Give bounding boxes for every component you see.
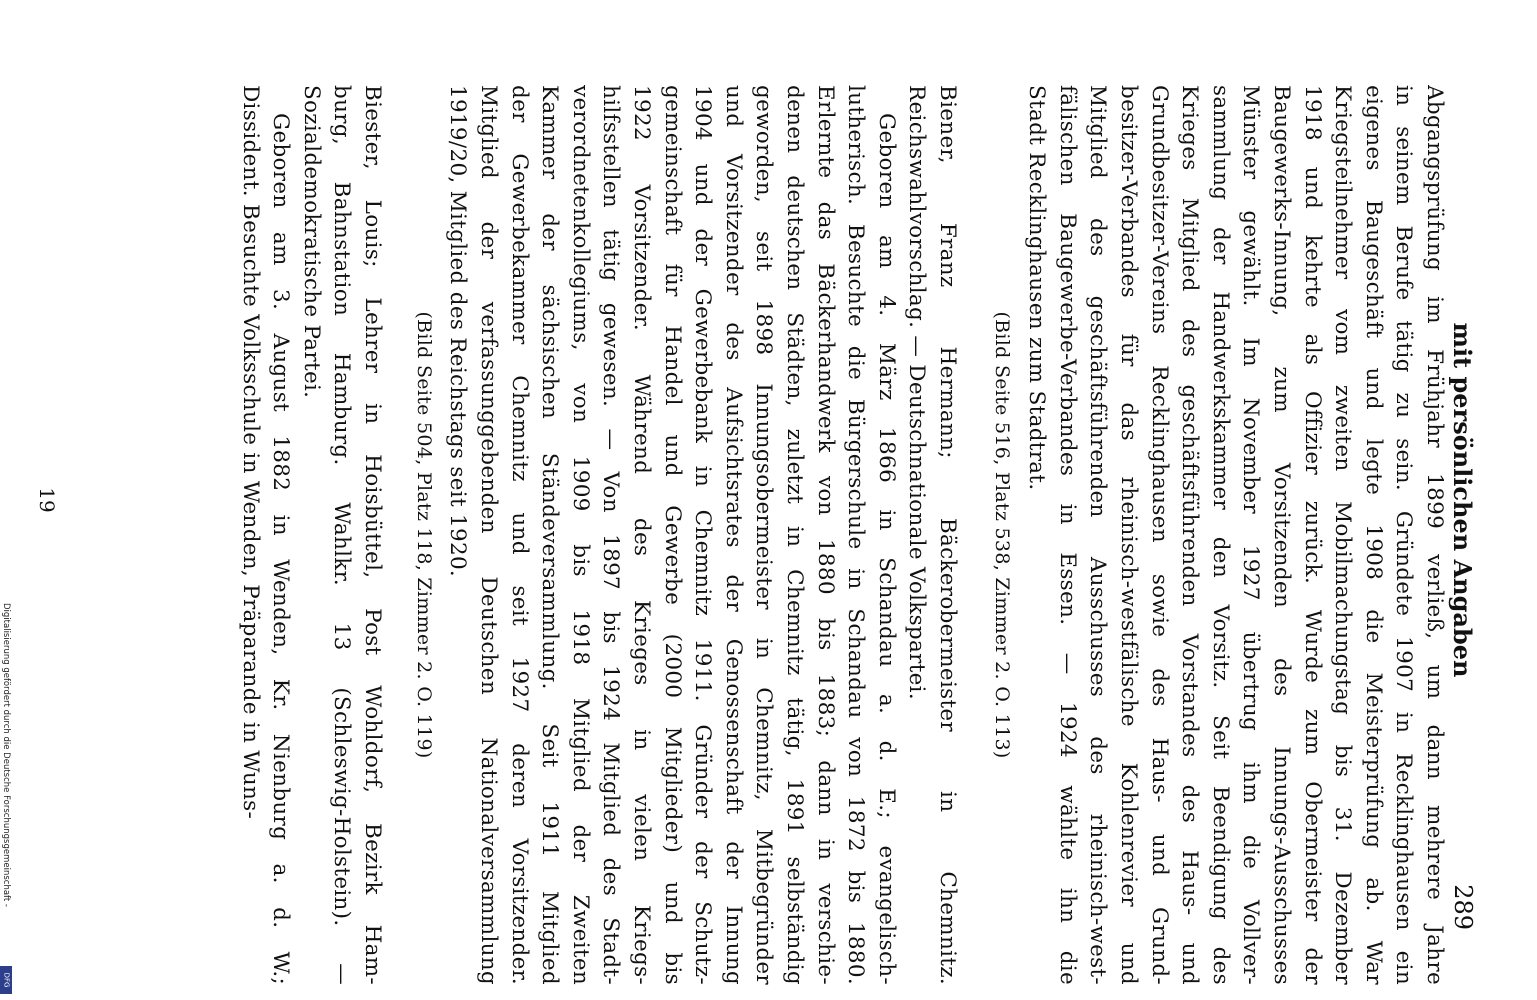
text-line: denen deutschen Städten, zuletzt in Chemnitz tätig, 1891 selbständig <box>782 85 808 985</box>
text-line: Baugewerks-Innung, zum Vorsitzenden des Innungs-Ausschusses <box>1269 85 1295 985</box>
text-line: eigenes Baugeschäft und legte 1908 die Meisterprüfung ab. War <box>1360 85 1386 985</box>
text-line: Münster gewählt. Im November 1927 übertrug ihm die Vollver- <box>1238 85 1264 985</box>
text-line: besitzer-Verbandes für das rheinisch-westfälische Kohlenrevier und <box>1116 85 1142 985</box>
text-line: 1919/20, Mitglied des Reichstags seit 1920. <box>445 85 471 578</box>
text-line: Mitglied der verfassunggebenden Deutschen Nationalversammlung <box>476 85 502 985</box>
text-line: Kriegsteilnehmer vom zweiten Mobilmachungstag bis 31. Dezember <box>1330 85 1356 985</box>
photo-reference-2: (Bild Seite 504, Platz 118, Zimmer 2. O. 119) <box>413 311 435 759</box>
text-line: sammlung der Handwerkskammer den Vorsitz. Seit Beendigung des <box>1207 85 1233 985</box>
text-line: verordnetenkollegiums, von 1909 bis 1918 Mitglied der Zweiten <box>567 85 593 985</box>
page-number: 289 <box>1449 884 1477 930</box>
text-line: Stadt Recklinghausen zum Stadtrat. <box>1024 85 1050 491</box>
text-line: Biener, Franz Hermann; Bäckerobermeister in Chemnitz. <box>935 85 960 985</box>
entry-biener <box>442 85 962 985</box>
page-header <box>1447 0 1477 1000</box>
text-line: Krieges Mitglied des geschäftsführenden Vorstandes des Haus- und <box>1177 85 1203 985</box>
footer-page-number: 19 <box>35 487 59 513</box>
text-line: Kammer der sächsischen Ständeversammlung. Seit 1911 Mitglied <box>537 85 563 985</box>
text-line: 1918 und kehrte als Offizier zurück. Wurde zum Obermeister der <box>1299 85 1325 985</box>
text-line: Mitglied des geschäftsführenden Ausschusses des rheinisch-west- <box>1085 85 1111 985</box>
text-line: Grundbesitzer-Vereins Recklinghausen sowie des Haus- und Grund- <box>1146 85 1172 985</box>
funding-note-text: Digitalisierung gefördert durch die Deutsche Forschungsgemeinschaft - <box>1 603 11 907</box>
text-line: lutherisch. Besuchte die Bürgerschule in Schandau von 1872 bis 1880. <box>843 85 869 985</box>
text-line: Abgangsprüfung im Frühjahr 1899 verließ, um dann mehrere Jahre <box>1422 85 1447 985</box>
text-line: Dissident. Besuchte Volksschule in Wenden, Präparande in Wuns- <box>237 85 263 820</box>
running-title: mit persönlichen Angaben <box>1448 322 1477 678</box>
text-line: Biester, Louis; Lehrer in Hoisbüttel, Post Wohldorf, Bezirk Ham- <box>360 85 385 985</box>
entry-biester <box>234 85 387 985</box>
text-line: gemeinschaft für Handel und Gewerbe (2000 Mitglieder) und bis <box>659 85 685 985</box>
text-line: Geboren am 3. August 1882 in Wenden, Kr. Nienburg a. d. W.; <box>268 113 294 985</box>
text-line: hilfsstellen tätig gewesen. — Von 1897 bis 1924 Mitglied des Stadt- <box>598 85 624 985</box>
text-line: Erlernte das Bäckerhandwerk von 1880 bis 1883; dann in verschie- <box>812 85 838 985</box>
text-line: Sozialdemokratische Partei. <box>298 85 324 399</box>
text-line: der Gewerbekammer Chemnitz und seit 1927 deren Vorsitzender. <box>506 85 532 985</box>
text-line: 1922 Vorsitzender. Während des Krieges in vielen Kriegs- <box>629 85 655 985</box>
text-line: 1904 und der Gewerbebank in Chemnitz 1911. Gründer der Schutz- <box>690 85 716 985</box>
photo-reference-1: (Bild Seite 516, Platz 538, Zimmer 2. O. 113) <box>991 311 1013 759</box>
text-line: in seinem Berufe tätig zu sein. Gründete 1907 in Recklinghausen ein <box>1391 85 1417 985</box>
dfg-logo: DFG <box>0 966 12 994</box>
text-line: fälischen Baugewerbe-Verbandes in Essen. — 1924 wählte ihn die <box>1054 85 1080 985</box>
entry-continuation <box>1021 85 1449 985</box>
text-line: Reichswahlvorschlag. — Deutschnationale Volkspartei. <box>904 85 930 700</box>
text-line: geworden, seit 1898 Innungsobermeister in Chemnitz, Mitbegründer <box>751 85 777 985</box>
text-line: Geboren am 4. März 1866 in Schandau a. d. E.; evangelisch- <box>873 113 899 985</box>
text-line: burg, Bahnstation Hamburg. Wahlkr. 13 (Schleswig-Holstein). — <box>329 85 355 985</box>
text-line: und Vorsitzender des Aufsichtsrates der Genossenschaft der Innung <box>720 85 746 985</box>
